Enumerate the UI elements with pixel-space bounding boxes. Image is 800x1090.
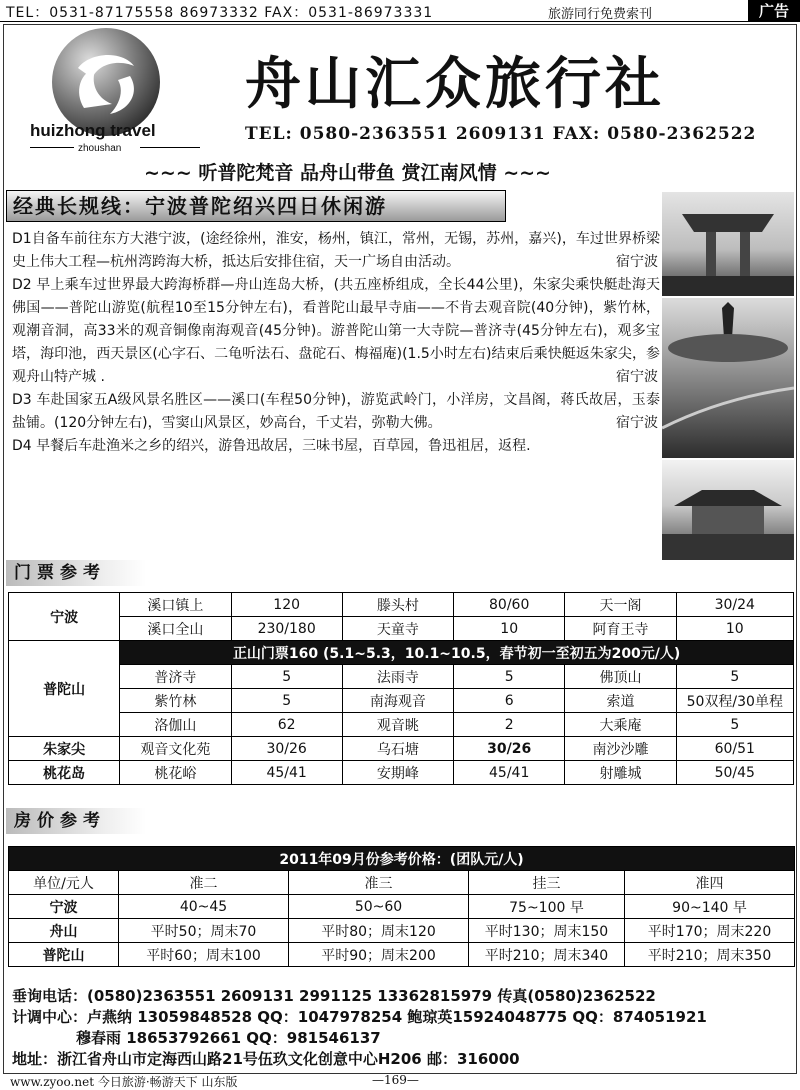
ticket-price: 30/24 [676, 593, 793, 617]
ticket-price: 50/45 [676, 761, 793, 785]
ticket-site: 溪口镇上 [120, 593, 231, 617]
day-1-text: D1自备车前往东方大港宁波，(途经徐州，淮安，杨州，镇江，常州，无锡，苏州，嘉兴)，车过世界桥梁史上伟大工程—杭州湾跨海大桥，抵达后安排住宿，天一广场自由活动。 [12, 231, 660, 270]
ticket-site: 南沙沙雕 [565, 737, 676, 761]
photo-pavilion [662, 192, 794, 296]
ticket-price: 5 [231, 689, 342, 713]
ticket-site: 紫竹林 [120, 689, 231, 713]
ticket-site: 溪口全山 [120, 617, 231, 641]
table-row [9, 617, 794, 641]
column-header: 准二 [119, 871, 289, 895]
day-3-stay: 宿宁波 [616, 415, 658, 431]
ticket-site: 观音眺 [342, 713, 453, 737]
ticket-site: 南海观音 [342, 689, 453, 713]
table-row [9, 943, 795, 967]
ticket-price: 60/51 [676, 737, 793, 761]
ticket-price: 50双程/30单程 [676, 689, 793, 713]
day-1-stay: 宿宁波 [616, 254, 658, 270]
day-2-text: D2 早上乘车过世界最大跨海桥群—舟山连岛大桥，(共五座桥组成，全长44公里)，朱家尖乘快艇赴海天佛国——普陀山游览(航程10至15分钟左右)，看普陀山最早寺庙——不肯去观音院(40分钟)，紫竹林，观潮音洞，高33米的观音铜像南海观音(45分钟)。游普陀山第一大寺院—普济寺(45分钟左右)，观多宝塔，海印池，西天景区(心字石、二龟听法石、盘砣石、梅福庵)(1.5小时左右)结束后乘快艇返朱家尖，参观舟山特产城 . [12, 277, 660, 385]
day-3-text: D3 车赴国家五A级风景名胜区——溪口(车程50分钟)，游览武岭门，小洋房，文昌阁，蒋氏故居，玉泰盐铺。(120分钟左右)，雪窦山风景区，妙高台，千丈岩，弥勒大佛。 [12, 392, 660, 431]
ticket-price: 5 [676, 665, 793, 689]
itinerary [12, 228, 660, 458]
contact-footer [12, 986, 792, 1070]
ticket-price: 5 [231, 665, 342, 689]
itinerary-day-4 [12, 435, 660, 458]
column-header: 挂三 [469, 871, 625, 895]
region-putuo: 普陀山 [9, 641, 120, 737]
logo-rule-right [140, 147, 200, 148]
table-row [9, 737, 794, 761]
room-price: 平时170；周末220 [625, 919, 795, 943]
ticket-site: 天一阁 [565, 593, 676, 617]
ticket-price: 30/26 [231, 737, 342, 761]
room-price: 90~140 早 [625, 895, 795, 919]
room-city: 舟山 [9, 919, 119, 943]
itinerary-day-1 [12, 228, 660, 274]
ticket-site: 大乘庵 [565, 713, 676, 737]
company-logo [30, 26, 200, 161]
table-row [9, 665, 794, 689]
room-city: 普陀山 [9, 943, 119, 967]
logo-sub: zhoushan [78, 143, 122, 154]
ticket-price: 45/41 [454, 761, 565, 785]
photo-pagoda-bridge [662, 298, 794, 458]
day-2-stay: 宿宁波 [616, 369, 658, 385]
putuo-ticket-banner: 正山门票160 (5.1~5.3，10.1~10.5，春节初一至初五为200元/人) [120, 641, 794, 665]
bottom-bar [0, 1072, 800, 1090]
ticket-price: 5 [676, 713, 793, 737]
top-contact: TEL：0531-87175558 86973332 FAX：0531-86973331 [6, 5, 434, 21]
operations-center-line-2: 穆春雨 18653792661 QQ：981546137 [76, 1029, 381, 1047]
ticket-site: 桃花峪 [120, 761, 231, 785]
magazine-site: www.zyoo.net 今日旅游·畅游天下 山东版 [10, 1075, 238, 1089]
region-ningbo: 宁波 [9, 593, 120, 641]
region-zhujiajian: 朱家尖 [9, 737, 120, 761]
company-name: 舟山汇众旅行社 [245, 51, 665, 117]
column-header: 单位/元人 [9, 871, 119, 895]
ticket-price: 80/60 [454, 593, 565, 617]
ticket-site: 索道 [565, 689, 676, 713]
region-taohuadao: 桃花岛 [9, 761, 120, 785]
slogan: ~~~ 听普陀梵音 品舟山带鱼 赏江南风情 ~~~ [144, 162, 551, 184]
room-city: 宁波 [9, 895, 119, 919]
ticket-site: 乌石塘 [342, 737, 453, 761]
top-bar [0, 0, 800, 22]
room-price: 75~100 早 [469, 895, 625, 919]
ticket-site: 阿育王寺 [565, 617, 676, 641]
operations-center-line-1: 计调中心：卢燕纳 13059848528 QQ：1047978254 鲍琼英15924048775 QQ：874051921 [12, 1008, 707, 1026]
table-row [9, 847, 795, 871]
ticket-price: 10 [676, 617, 793, 641]
column-header: 准三 [289, 871, 469, 895]
itinerary-day-3 [12, 389, 660, 435]
table-row [9, 895, 795, 919]
top-tagline: 旅游同行免费索刊 [548, 7, 653, 22]
ticket-site: 佛顶山 [565, 665, 676, 689]
company-phones: TEL: 0580-2363551 2609131 FAX: 0580-2362522 [245, 124, 757, 144]
room-price: 平时210；周末340 [469, 943, 625, 967]
ticket-price: 230/180 [231, 617, 342, 641]
table-row [9, 761, 794, 785]
ticket-site: 观音文化苑 [120, 737, 231, 761]
hotline: 垂询电话：(0580)2363551 2609131 2991125 13362815979 传真(0580)2362522 [12, 987, 656, 1005]
photo-temple [662, 460, 794, 560]
table-row [9, 641, 794, 665]
ticket-price: 45/41 [231, 761, 342, 785]
room-price: 平时90；周末200 [289, 943, 469, 967]
ticket-price: 2 [454, 713, 565, 737]
ticket-site: 安期峰 [342, 761, 453, 785]
rooms-banner: 2011年09月份参考价格：(团队元/人) [9, 847, 795, 871]
logo-name: huizhong travel [30, 121, 156, 140]
room-price: 平时80；周末120 [289, 919, 469, 943]
table-row [9, 919, 795, 943]
room-price: 平时50；周末70 [119, 919, 289, 943]
table-header-row [9, 871, 795, 895]
address: 地址：浙江省舟山市定海西山路21号伍玖文化创意中心H206 邮：316000 [12, 1050, 520, 1068]
column-header: 准四 [625, 871, 795, 895]
ticket-site: 普济寺 [120, 665, 231, 689]
ticket-price: 6 [454, 689, 565, 713]
ticket-price: 120 [231, 593, 342, 617]
day-4-text: D4 早餐后车赴渔米之乡的绍兴，游鲁迅故居，三味书屋，百草园，鲁迅祖居，返程. [12, 438, 531, 454]
rooms-table [8, 846, 795, 967]
ticket-site: 洛伽山 [120, 713, 231, 737]
room-price: 平时60；周末100 [119, 943, 289, 967]
room-price: 40~45 [119, 895, 289, 919]
ticket-site: 滕头村 [342, 593, 453, 617]
ticket-site: 天童寺 [342, 617, 453, 641]
logo-swirl-icon [70, 48, 142, 116]
room-price: 平时130；周末150 [469, 919, 625, 943]
ticket-price: 62 [231, 713, 342, 737]
ticket-site: 法雨寺 [342, 665, 453, 689]
ticket-site: 射雕城 [565, 761, 676, 785]
table-row [9, 593, 794, 617]
itinerary-day-2 [12, 274, 660, 389]
ticket-price: 5 [454, 665, 565, 689]
tickets-section-label: 门票参考 [6, 560, 146, 586]
logo-rule-left [30, 147, 74, 148]
ticket-price: 10 [454, 617, 565, 641]
room-price: 50~60 [289, 895, 469, 919]
ad-label: 广告 [748, 0, 800, 22]
room-price: 平时210；周末350 [625, 943, 795, 967]
tickets-table [8, 592, 794, 785]
ticket-price: 30/26 [454, 737, 565, 761]
rooms-section-label: 房价参考 [6, 808, 146, 834]
page-number: —169— [372, 1073, 419, 1087]
table-row [9, 689, 794, 713]
route-title: 经典长规线：宁波普陀绍兴四日休闲游 [6, 190, 506, 222]
table-row [9, 713, 794, 737]
